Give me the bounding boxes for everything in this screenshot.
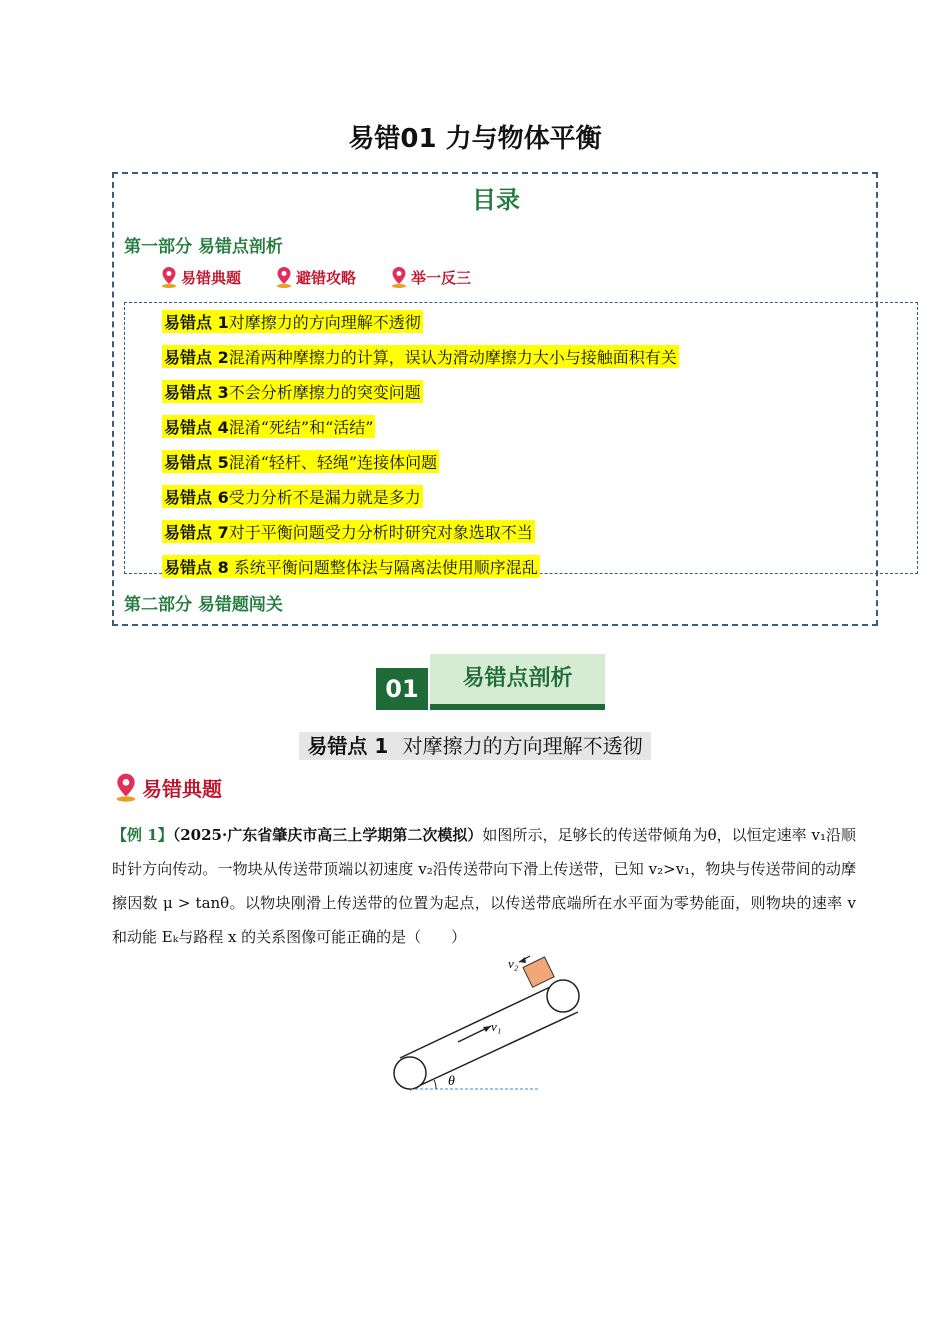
error-label: 易错点 2 (164, 348, 229, 367)
v2-label: v₂ (508, 956, 519, 971)
v1-arrowhead (483, 1026, 491, 1032)
location-pin-icon (114, 772, 138, 802)
example-text: 如图所示，足够长的传送带倾角为θ，以恒定速率 v₁沿顺时针方向传动。一物块从传送带顶端以初速度 v₂沿传送带向下滑上传送带，已知 v₂>v₁，物块与传送带间的动摩擦因数 μ > tanθ。以物块刚滑上传送带的位置为起点，以传送带底端所在水平面为零势能面，则物块的速率 v 和动能 Eₖ与路程 x 的关系图像可能正确的是（ ） (112, 826, 856, 946)
conveyor-belt-figure (388, 952, 588, 1094)
error-label: 易错点 7 (164, 523, 229, 542)
example-source: （2025·广东省肇庆市高三上学期第二次模拟） (172, 826, 483, 844)
toc-sub-label: 易错典题 (181, 268, 242, 287)
section-banner (376, 654, 605, 710)
location-pin-icon (160, 266, 178, 288)
toc-error-item[interactable] (162, 409, 679, 444)
error-text: 受力分析不是漏力就是多力 (228, 488, 421, 507)
error-label: 易错点 4 (164, 418, 229, 437)
theta-label: θ (448, 1074, 455, 1089)
toc-error-item[interactable] (162, 374, 679, 409)
error-label: 易错点 3 (164, 383, 229, 402)
toc-sub-label: 举一反三 (411, 268, 472, 287)
error-point-text: 对摩擦力的方向理解不透彻 (392, 732, 646, 760)
error-label: 易错点 1 (164, 313, 229, 332)
error-point-heading (0, 730, 950, 759)
section-number: 01 (376, 668, 428, 710)
error-text: 不会分析摩擦力的突变问题 (228, 383, 421, 402)
typical-label: 易错典题 (142, 776, 222, 801)
toc-error-item[interactable] (162, 339, 679, 374)
error-text: 对于平衡问题受力分析时研究对象选取不当 (228, 523, 533, 542)
toc-sub-items (160, 266, 471, 288)
bottom-pulley (394, 1057, 426, 1089)
error-point-label: 易错点 1 (303, 732, 392, 760)
error-text: 混淆“死结”和“活结” (228, 418, 374, 437)
page-title: 易错01 力与物体平衡 (348, 124, 602, 154)
example-tag: 【例 1】 (112, 826, 173, 844)
v2-arrowhead (519, 957, 526, 963)
top-pulley (547, 980, 579, 1012)
toc-error-item[interactable] (162, 514, 679, 549)
error-label: 易错点 8 (164, 558, 229, 577)
example-paragraph (112, 818, 856, 954)
angle-arc (434, 1080, 436, 1089)
toc-sub-typical[interactable] (160, 266, 241, 288)
toc-sub-label: 避错攻略 (296, 268, 357, 287)
toc-part1[interactable]: 第一部分 易错点剖析 (124, 237, 283, 257)
toc-error-item[interactable] (162, 549, 679, 584)
error-text: 对摩擦力的方向理解不透彻 (228, 313, 421, 332)
error-label: 易错点 5 (164, 453, 229, 472)
block (523, 957, 554, 987)
toc-sub-avoid[interactable] (275, 266, 356, 288)
section-underline (430, 704, 605, 710)
error-text: 混淆“轻杆、轻绳”连接体问题 (228, 453, 438, 472)
toc-part2[interactable]: 第二部分 易错题闯关 (124, 595, 283, 615)
location-pin-icon (390, 266, 408, 288)
error-text: 混淆两种摩擦力的计算，误认为滑动摩擦力大小与接触面积有关 (228, 348, 677, 367)
error-text: 系统平衡问题整体法与隔离法使用顺序混乱 (228, 558, 538, 577)
error-label: 易错点 6 (164, 488, 229, 507)
toc-error-item[interactable] (162, 479, 679, 514)
toc-heading: 目录 (472, 186, 520, 214)
toc-error-item[interactable] (162, 304, 679, 339)
typical-heading (114, 772, 222, 802)
v1-label: v₁ (491, 1019, 502, 1034)
toc-sub-practice[interactable] (390, 266, 471, 288)
belt-top-line (400, 980, 565, 1058)
location-pin-icon (275, 266, 293, 288)
toc-error-item[interactable] (162, 444, 679, 479)
toc-error-list (162, 304, 679, 584)
section-name: 易错点剖析 (430, 654, 605, 704)
